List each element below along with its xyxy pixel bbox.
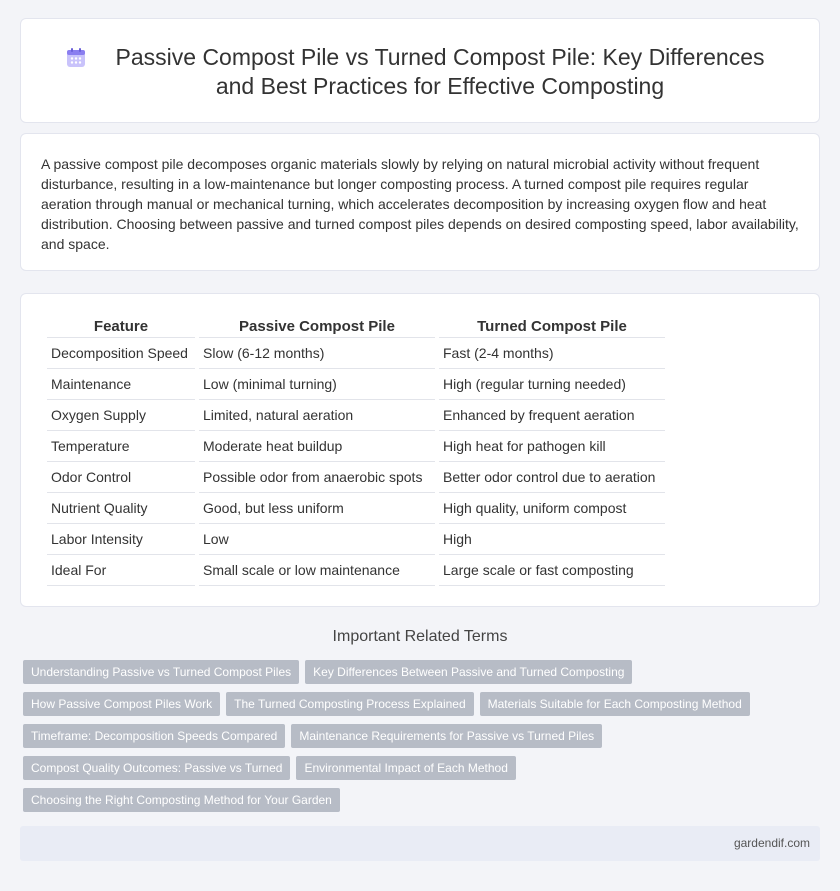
table-cell: Limited, natural aeration <box>199 400 435 431</box>
page-title: Passive Compost Pile vs Turned Compost Pile: Key Differences and Best Practices for Effective Composting <box>115 44 765 99</box>
table-row <box>47 369 665 400</box>
related-term-tag[interactable]: Maintenance Requirements for Passive vs Turned Piles <box>291 724 602 748</box>
intro-paragraph: A passive compost pile decomposes organic materials slowly by relying on natural microbial activity without frequent disturbance, resulting in a low-maintenance but longer composting process. A turned compost pile requires regular aeration through manual or mechanical turning, which accelerates decomposition by increasing oxygen flow and heat distribution. Choosing between passive and turned compost piles depends on desired composting speed, labor availability, and space. <box>41 156 799 252</box>
header-feature: Feature <box>47 312 195 338</box>
header-turned: Turned Compost Pile <box>439 312 665 338</box>
table-cell: Fast (2-4 months) <box>439 338 665 369</box>
related-term-tag[interactable]: Understanding Passive vs Turned Compost Piles <box>23 660 299 684</box>
comparison-table <box>43 312 669 586</box>
table-cell: Large scale or fast composting <box>439 555 665 586</box>
related-term-tag[interactable]: How Passive Compost Piles Work <box>23 692 220 716</box>
table-cell: Labor Intensity <box>47 524 195 555</box>
table-cell: High <box>439 524 665 555</box>
footer-site-link[interactable]: gardendif.com <box>733 836 810 850</box>
table-cell: High heat for pathogen kill <box>439 431 665 462</box>
related-term-tag[interactable]: Materials Suitable for Each Composting Method <box>480 692 750 716</box>
table-cell: Good, but less uniform <box>199 493 435 524</box>
table-cell: High (regular turning needed) <box>439 369 665 400</box>
related-terms-heading: Important Related Terms <box>332 628 508 645</box>
related-term-tag[interactable]: Timeframe: Decomposition Speeds Compared <box>23 724 285 748</box>
footer-bar <box>20 826 820 861</box>
table-cell: Moderate heat buildup <box>199 431 435 462</box>
table-cell: Nutrient Quality <box>47 493 195 524</box>
related-term-tag[interactable]: Environmental Impact of Each Method <box>296 756 515 780</box>
table-cell: Oxygen Supply <box>47 400 195 431</box>
related-term-tag[interactable]: Key Differences Between Passive and Turned Composting <box>305 660 632 684</box>
table-cell: Temperature <box>47 431 195 462</box>
tag-row <box>23 788 803 820</box>
table-cell: Decomposition Speed <box>47 338 195 369</box>
table-cell: Low <box>199 524 435 555</box>
intro-card <box>20 133 820 271</box>
tag-row <box>23 724 803 756</box>
table-cell: Possible odor from anaerobic spots <box>199 462 435 493</box>
table-row <box>47 338 665 369</box>
table-row <box>47 431 665 462</box>
table-cell: High quality, uniform compost <box>439 493 665 524</box>
table-header-row <box>47 312 665 338</box>
table-cell: Ideal For <box>47 555 195 586</box>
related-term-tag[interactable]: Compost Quality Outcomes: Passive vs Turned <box>23 756 290 780</box>
tag-row <box>23 756 803 788</box>
header-passive: Passive Compost Pile <box>199 312 435 338</box>
table-cell: Odor Control <box>47 462 195 493</box>
table-cell: Better odor control due to aeration <box>439 462 665 493</box>
table-row <box>47 400 665 431</box>
table-row <box>47 462 665 493</box>
table-cell: Slow (6-12 months) <box>199 338 435 369</box>
table-row <box>47 555 665 586</box>
comparison-table-card <box>20 293 820 607</box>
related-term-tag[interactable]: The Turned Composting Process Explained <box>226 692 473 716</box>
tag-row <box>23 692 803 724</box>
table-cell: Enhanced by frequent aeration <box>439 400 665 431</box>
table-row <box>47 524 665 555</box>
header-card <box>20 18 820 123</box>
table-cell: Maintenance <box>47 369 195 400</box>
related-term-tag[interactable]: Choosing the Right Composting Method for Your Garden <box>23 788 340 812</box>
table-cell: Small scale or low maintenance <box>199 555 435 586</box>
table-row <box>47 493 665 524</box>
table-cell: Low (minimal turning) <box>199 369 435 400</box>
related-terms-list <box>23 660 803 820</box>
tag-row <box>23 660 803 692</box>
